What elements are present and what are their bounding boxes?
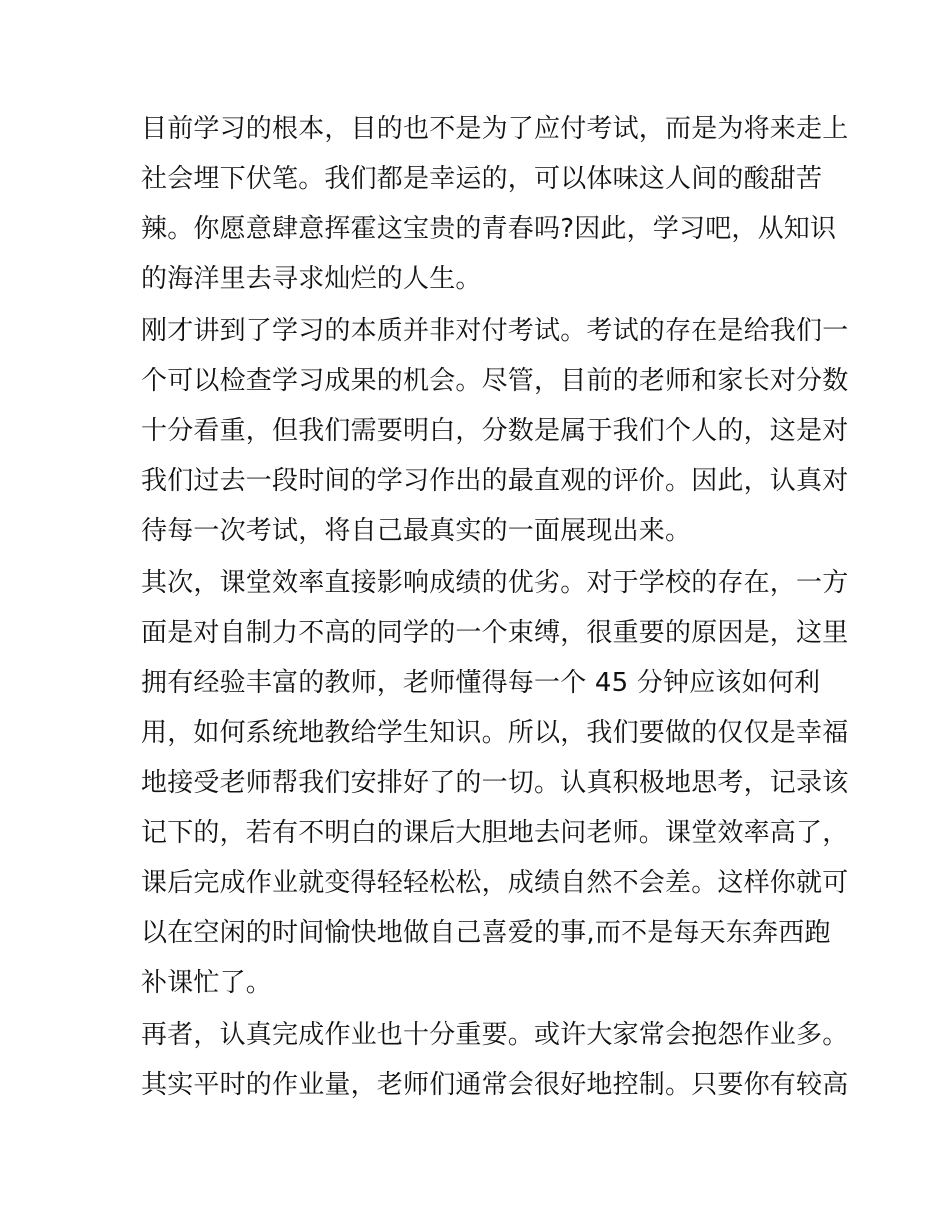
text-line: 社会埋下伏笔。我们都是幸运的，可以体味这人间的酸甜苦 (141, 164, 823, 194)
text-line: 十分看重，但我们需要明白，分数是属于我们个人的，这是对 (141, 416, 849, 446)
text-line: 用，如何系统地教给学生知识。所以，我们要做的仅仅是幸福 (141, 718, 849, 748)
text-line: 个可以检查学习成果的机会。尽管，目前的老师和家长对分数 (141, 366, 849, 396)
text-line: 记下的，若有不明白的课后大胆地去问老师。课堂效率高了， (141, 818, 849, 848)
text-line: 再者，认真完成作业也十分重要。或许大家常会抱怨作业多。 (141, 1020, 849, 1050)
text-line: 拥有经验丰富的教师，老师懂得每一个 45 分钟应该如何利 (141, 668, 821, 698)
text-line: 刚才讲到了学习的本质并非对付考试。考试的存在是给我们一 (141, 316, 849, 346)
text-line: 目前学习的根本，目的也不是为了应付考试，而是为将来走上 (141, 114, 849, 144)
text-line: 补课忙了。 (141, 968, 273, 998)
text-line: 课后完成作业就变得轻轻松松，成绩自然不会差。这样你就可 (141, 868, 849, 898)
text-line: 面是对自制力不高的同学的一个束缚，很重要的原因是，这里 (141, 618, 849, 648)
text-line: 辣。你愿意肆意挥霍这宝贵的青春吗?因此，学习吧，从知识 (141, 214, 837, 244)
text-line: 待每一次考试，将自己最真实的一面展现出来。 (141, 516, 692, 546)
text-line: 地接受老师帮我们安排好了的一切。认真积极地思考，记录该 (141, 768, 849, 798)
text-line: 我们过去一段时间的学习作出的最直观的评价。因此，认真对 (141, 466, 849, 496)
text-line: 以在空闲的时间愉快地做自己喜爱的事,而不是每天东奔西跑 (141, 918, 831, 948)
text-line: 其实平时的作业量，老师们通常会很好地控制。只要你有较高 (141, 1070, 849, 1100)
text-line: 的海洋里去寻求灿烂的人生。 (141, 264, 482, 294)
text-line: 其次，课堂效率直接影响成绩的优劣。对于学校的存在，一方 (141, 568, 849, 598)
